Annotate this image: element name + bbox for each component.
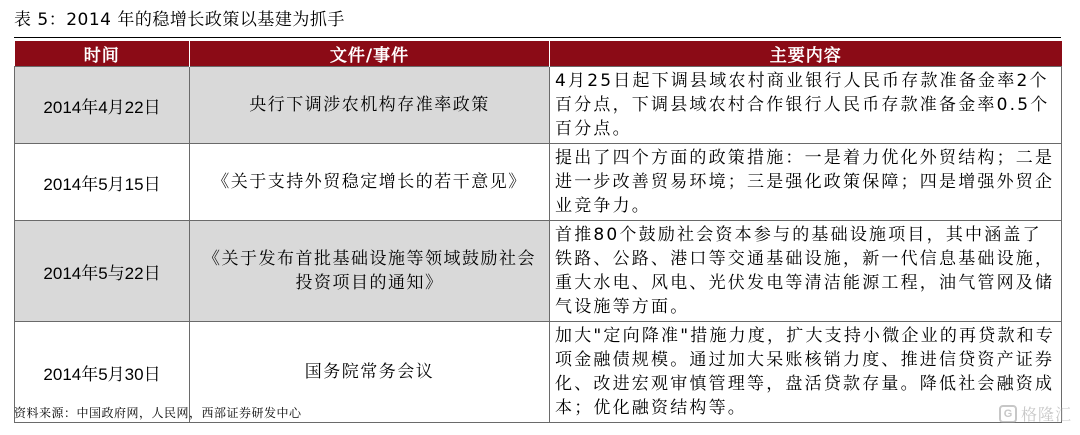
row-content: 提出了四个方面的政策措施：一是着力优化外贸结构；二是进一步改善贸易环境；三是强化政策保障；四是增强外贸企业竞争力。 [550, 144, 1062, 221]
logo-text: 格隆汇 [1020, 405, 1072, 424]
row-date: 2014年5月15日 [15, 144, 190, 221]
row-content: 首推80个鼓励社会资本参与的基础设施项目，其中涵盖了铁路、公路、港口等交通基础设施，新一代信息基础设施，重大水电、风电、光伏发电等清洁能源工程，油气管网及储气设施等方面。 [550, 221, 1062, 322]
table-caption: 表 5：2014 年的稳增长政策以基建为抓手 [14, 10, 345, 30]
header-date: 时间 [15, 41, 190, 67]
header-content: 主要内容 [550, 41, 1062, 67]
row-document: 央行下调涉农机构存准率政策 [190, 67, 550, 144]
table-row [15, 67, 1062, 144]
table-row [15, 221, 1062, 322]
row-content: 加大"定向降准"措施力度，扩大支持小微企业的再贷款和专项金融债规模。通过加大呆账核销力度、推进信贷资产证券化、改进宏观审慎管理等，盘活贷款存量。降低社会融资成本；优化融资结构等。 [550, 322, 1062, 423]
row-content: 4月25日起下调县域农村商业银行人民币存款准备金率2个百分点，下调县域农村合作银行人民币存款准备金率0.5个百分点。 [550, 67, 1062, 144]
row-date: 2014年5月30日 [15, 322, 190, 423]
row-document: 《关于发布首批基础设施等领域鼓励社会投资项目的通知》 [190, 221, 550, 322]
row-date: 2014年5与22日 [15, 221, 190, 322]
table-header-row [15, 41, 1062, 67]
row-document: 《关于支持外贸稳定增长的若干意见》 [190, 144, 550, 221]
policy-table [14, 41, 1062, 423]
logo-icon: G [999, 405, 1017, 423]
row-date: 2014年4月22日 [15, 67, 190, 144]
watermark-logo [999, 402, 1072, 425]
source-note: 资料来源：中国政府网，人民网，西部证券研发中心 [14, 406, 302, 420]
row-document: 国务院常务会议 [190, 322, 550, 423]
table-row [15, 144, 1062, 221]
caption-rule [14, 37, 1061, 38]
header-document: 文件/事件 [190, 41, 550, 67]
